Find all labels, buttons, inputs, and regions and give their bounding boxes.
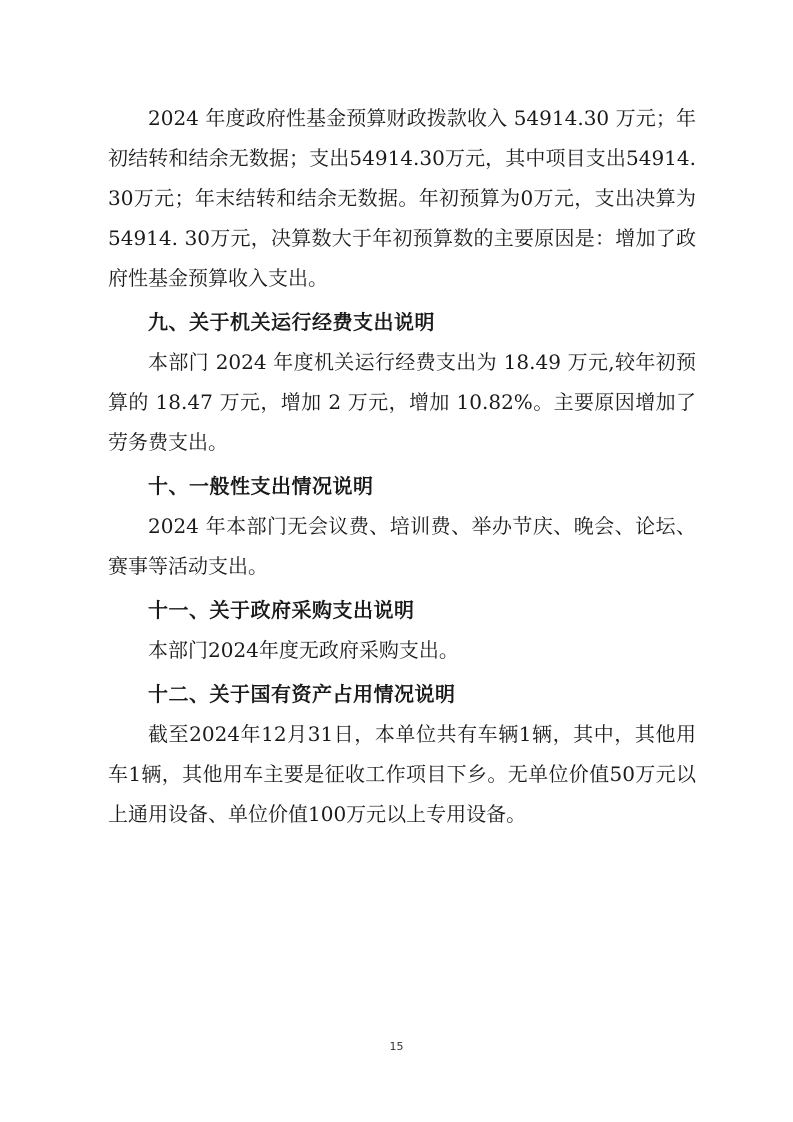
document-body bbox=[108, 98, 696, 834]
section-9-heading: 九、关于机关运行经费支出说明 bbox=[148, 310, 435, 334]
section-10-body: 2024 年本部门无会议费、培训费、举办节庆、晚会、论坛、赛事等活动支出。 bbox=[108, 514, 696, 578]
section-10-heading: 十、一般性支出情况说明 bbox=[148, 474, 374, 498]
section-11-heading: 十一、关于政府采购支出说明 bbox=[148, 598, 415, 622]
fund-budget-paragraph: 2024 年度政府性基金预算财政拨款收入 54914.30 万元；年初结转和结余无数据；支出54914.30万元，其中项目支出54914.30万元；年末结转和结余无数据。年初预算为0万元，支出决算为54914. 30万元，决算数大于年初预算数的主要原因是：增加了政府性基金预算收入支出。 bbox=[108, 106, 696, 290]
section-11-body: 本部门2024年度无政府采购支出。 bbox=[148, 638, 459, 662]
page-number: 15 bbox=[389, 1040, 404, 1053]
section-12-heading: 十二、关于国有资产占用情况说明 bbox=[148, 682, 456, 706]
section-12-body: 截至2024年12月31日，本单位共有车辆1辆，其中，其他用车1辆，其他用车主要是征收工作项目下乡。无单位价值50万元以上通用设备、单位价值100万元以上专用设备。 bbox=[108, 722, 696, 826]
section-9-body: 本部门 2024 年度机关运行经费支出为 18.49 万元,较年初预算的 18.47 万元，增加 2 万元，增加 10.82%。主要原因增加了劳务费支出。 bbox=[108, 350, 696, 454]
